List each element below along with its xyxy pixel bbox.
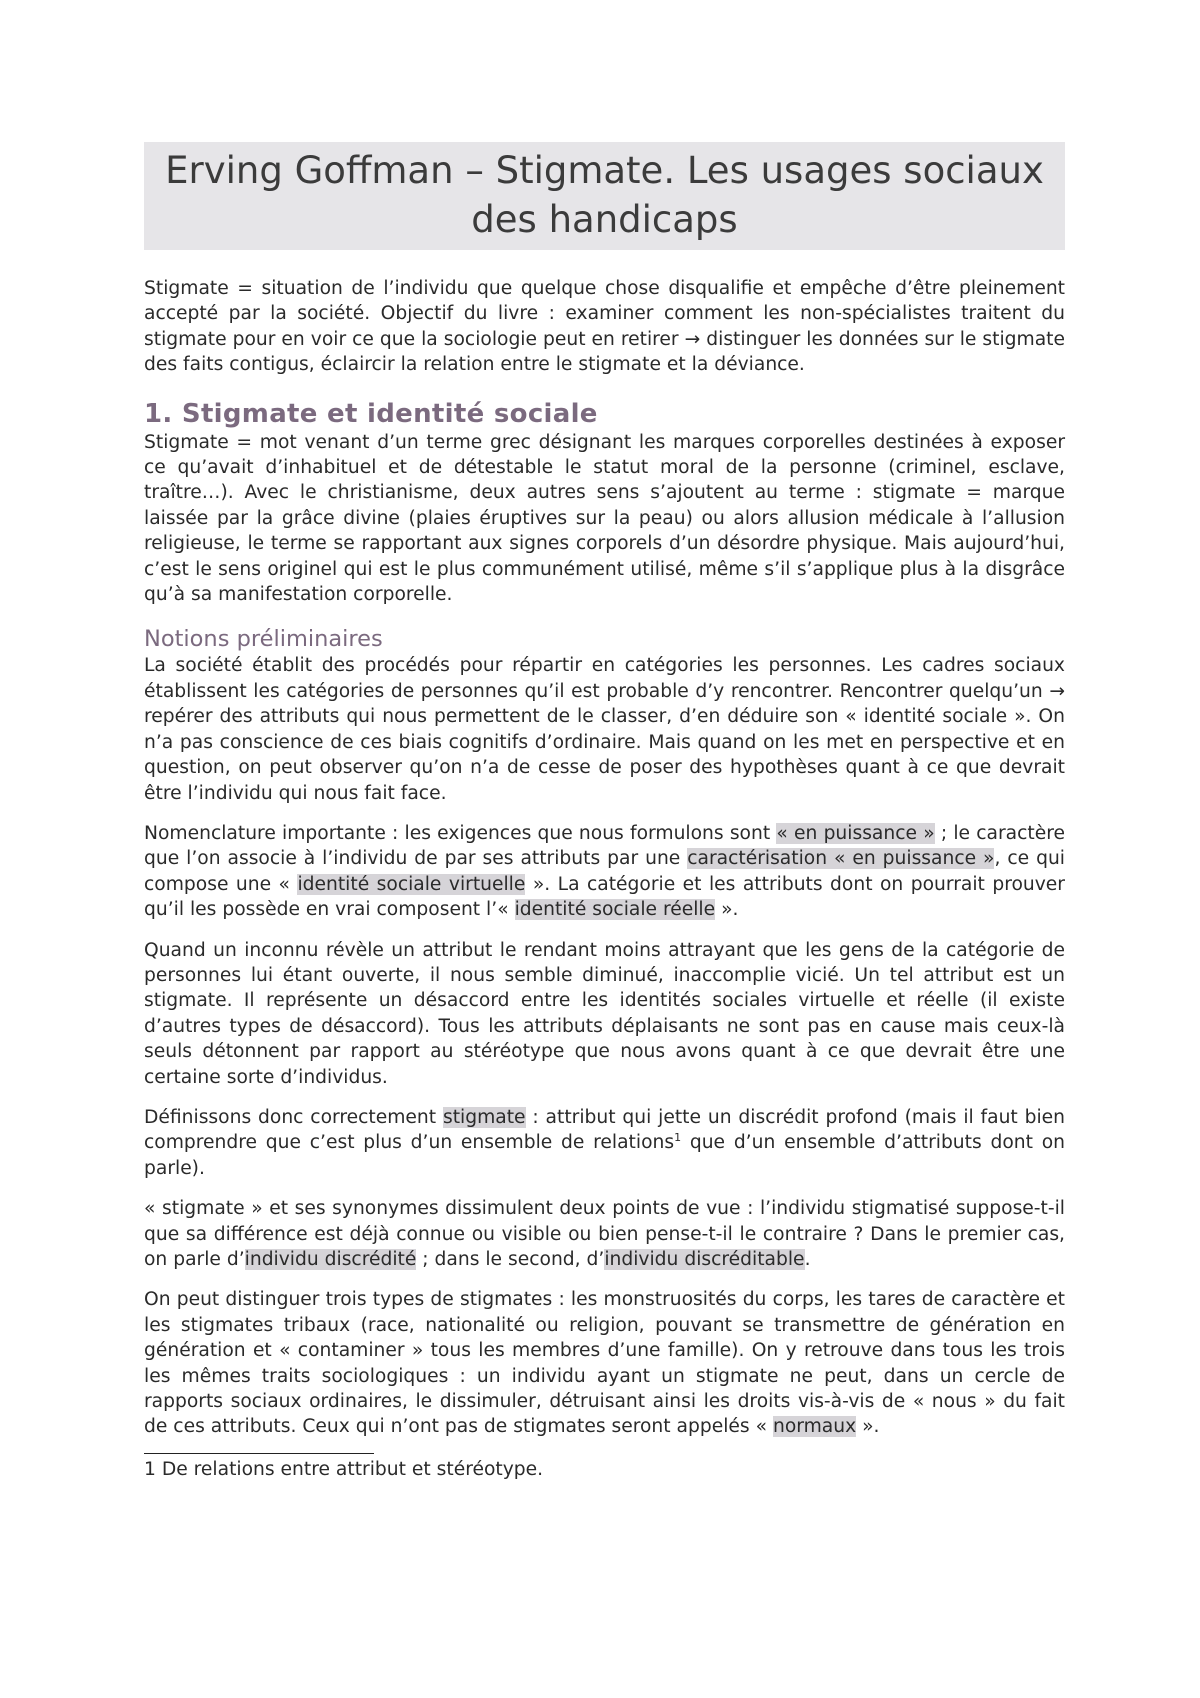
highlight: normaux bbox=[772, 1416, 857, 1438]
highlight: stigmate bbox=[442, 1106, 526, 1128]
footnote-ref[interactable]: 1 bbox=[674, 1131, 682, 1145]
paragraph-5: « stigmate » et ses synonymes dissimulent deux points de vue : l’individu stigmatisé suppose-t-il que sa différence est déjà connue ou visible ou bien pense-t-il le contraire ? Dans le premier cas, on parle d’individu discrédité ; dans le second, d’individu discréditable. bbox=[144, 1198, 1065, 1270]
highlight: individu discrédité bbox=[244, 1249, 417, 1270]
paragraph-4: Définissons donc correctement stigmate : attribut qui jette un discrédit profond (mais il faut bien comprendre que c’est plus d’un ensemble de relations$^1$ que d’un ensemble d’attributs dont on parle). bbox=[144, 1106, 1066, 1179]
highlight: individu discréditable bbox=[604, 1249, 805, 1270]
paragraph-2: Nomenclature importante : les exigences que nous formulons sont « en puissance » ; le caractère que l’on associe à l’individu de par ses attributs par une caractérisation « en puissance », ce qui compose une « identité sociale virtuelle ». La catégorie et les attributs dont on pourrait prouver qu’il les possède en vrai composent l’« identité sociale réelle ». bbox=[144, 822, 1065, 921]
title-box bbox=[144, 142, 1065, 250]
paragraph-3: Quand un inconnu révèle un attribut le rendant moins attrayant que les gens de la catégorie de personnes lui étant ouverte, il nous semble diminué, inaccomplie vicié. Un tel attribut est un stigmate. Il représente un désaccord entre les identités sociales virtuelle et réelle (il existe d’autres types de désaccord). Tous les attributs déplaisants ne sont pas en cause mais ceux-là seuls détonnent par rapport au stéréotype que nous avons quant à ce que devrait être une certaine sorte d’individus. bbox=[144, 939, 1065, 1088]
footnote: 1 De relations entre attribut et stéréotype. bbox=[144, 1458, 544, 1480]
highlight: caractérisation « en puissance » bbox=[687, 848, 995, 870]
document-title: Erving Goffman – Stigmate. Les usages sociaux des handicaps bbox=[165, 149, 1044, 241]
document-page bbox=[144, 142, 1065, 1482]
section-paragraph: Stigmate = mot venant d’un terme grec désignant les marques corporelles destinées à exposer ce qu’avait d’inhabituel et de détestable le statut moral de la personne (criminel, esclave, traître…). Avec le christianisme, deux autres sens s’ajoutent au terme : stigmate = marque laissée par la grâce divine (plaies éruptives sur la peau) ou alors allusion médicale à l’allusion religieuse, le terme se rapportant aux signes corporels d’un désordre physique. Mais aujourd’hui, c’est le sens originel qui est le plus communément utilisé, même s’il s’applique plus à la disgrâce qu’à sa manifestation corporelle. bbox=[144, 431, 1065, 606]
intro-paragraph: Stigmate = situation de l’individu que quelque chose disqualifie et empêche d’être pleinement accepté par la société. Objectif du livre : examiner comment les non-spécialistes traitent du stigmate pour en voir ce que la sociologie peut en retirer → distinguer les données sur le stigmate des faits contigus, éclaircir la relation entre le stigmate et la déviance. bbox=[144, 278, 1065, 376]
highlight: « en puissance » bbox=[776, 822, 935, 844]
highlight: identité sociale virtuelle bbox=[297, 873, 526, 895]
paragraph-1: La société établit des procédés pour répartir en catégories les personnes. Les cadres sociaux établissent les catégories de personnes qu’il est probable d’y rencontrer. Rencontrer quelqu’un → repérer des attributs qui nous permettent de le classer, d’en déduire son « identité sociale ». On n’a pas conscience de ces biais cognitifs d’ordinaire. Mais quand on les met en perspective et en question, on peut observer qu’on n’a de cesse de poser des hypothèses quant à ce que devrait être l’individu qui nous fait face. bbox=[144, 655, 1065, 804]
subsection-heading: Notions préliminaires bbox=[144, 626, 383, 653]
footnote-separator bbox=[144, 1453, 374, 1454]
paragraph-6: On peut distinguer trois types de stigmates : les monstruosités du corps, les tares de caractère et les stigmates tribaux (race, nationalité ou religion, pouvant se transmettre de génération en génération et « contaminer » tous les membres d’une famille). On y retrouve dans tous les trois les mêmes traits sociologiques : un individu ayant un stigmate ne peut, dans un cercle de rapports sociaux ordinaires, le dissimuler, détruisant ainsi les droits vis-à-vis de « nous » du fait de ces attributs. Ceux qui n’ont pas de stigmates seront appelés « normaux ». bbox=[144, 1289, 1065, 1438]
section-heading: 1. Stigmate et identité sociale bbox=[144, 398, 598, 429]
highlight: identité sociale réelle bbox=[514, 899, 716, 921]
